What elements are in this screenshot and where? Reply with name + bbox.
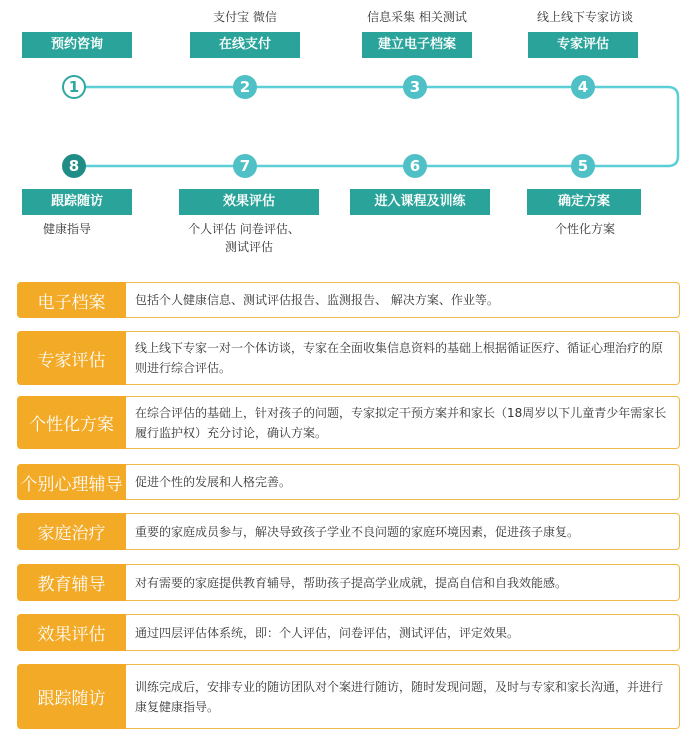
step-3-caption: 信息采集 相关测试 [367, 10, 467, 24]
step-3-label: 建立电子档案 [362, 32, 472, 58]
detail-title: 教育辅导 [17, 564, 126, 601]
step-7-caption-line2: 测试评估 [224, 240, 273, 254]
step-1-number: 1 [62, 75, 86, 99]
step-2-number: 2 [233, 75, 257, 99]
step-5-label: 确定方案 [527, 189, 641, 215]
detail-text: 线上线下专家一对一个体访谈，专家在全面收集信息资料的基础上根据循证医疗、循证心理治疗的原则进行综合评估。 [135, 341, 664, 375]
detail-text: 通过四层评估体系统，即：个人评估，问卷评估，测试评估，评定效果。 [135, 625, 520, 640]
step-5-caption: 个性化方案 [554, 222, 615, 236]
detail-text: 对有需要的家庭提供教育辅导，帮助孩子提高学业成就，提高自信和自我效能感。 [135, 575, 568, 590]
detail-title: 效果评估 [17, 614, 126, 651]
detail-text: 在综合评估的基础上，针对孩子的问题，专家拟定干预方案并和家长（18周岁以下儿童青少年需家长履行监护权）充分讨论，确认方案。 [135, 405, 667, 440]
detail-row-education-tutoring [17, 564, 680, 601]
step-4-label: 专家评估 [528, 32, 638, 58]
detail-text: 包括个人健康信息、测试评估报告、监测报告、 解决方案、作业等。 [135, 293, 499, 307]
detail-title: 家庭治疗 [17, 513, 126, 550]
step-8-number: 8 [62, 154, 86, 178]
step-6-label: 进入课程及训练 [350, 189, 490, 215]
step-8-label: 跟踪随访 [22, 189, 132, 215]
step-5-number: 5 [571, 154, 595, 178]
step-7-caption-line1: 个人评估 问卷评估、 [188, 222, 300, 236]
detail-row-family-therapy [17, 513, 680, 550]
detail-title: 个性化方案 [17, 396, 126, 449]
detail-title: 个别心理辅导 [17, 464, 126, 500]
step-6-number: 6 [403, 154, 427, 178]
detail-row-electronic-file [17, 282, 680, 318]
step-2-caption: 支付宝 微信 [213, 10, 277, 24]
detail-title: 跟踪随访 [17, 664, 126, 729]
step-7-number: 7 [233, 154, 257, 178]
detail-title: 专家评估 [17, 331, 126, 385]
step-4-caption: 线上线下专家访谈 [536, 10, 633, 24]
step-8-caption: 健康指导 [42, 222, 91, 236]
detail-text: 训练完成后，安排专业的随访团队对个案进行随访，随时发现问题，及时与专家和家长沟通，并进行康复健康指导。 [135, 679, 664, 714]
detail-title: 电子档案 [17, 282, 126, 318]
detail-row-individual-counseling [17, 464, 680, 500]
process-flow [0, 0, 693, 262]
detail-row-expert-assessment [17, 331, 680, 385]
step-7-label: 效果评估 [179, 189, 319, 215]
detail-row-personalized-plan [17, 396, 680, 449]
detail-row-effect-evaluation [17, 614, 680, 651]
step-1-label: 预约咨询 [22, 32, 132, 58]
step-3-number: 3 [403, 75, 427, 99]
detail-text: 重要的家庭成员参与，解决导致孩子学业不良问题的家庭环境因素，促进孩子康复。 [135, 524, 580, 539]
detail-text: 促进个性的发展和人格完善。 [135, 475, 292, 489]
detail-row-follow-up [17, 664, 680, 729]
step-4-number: 4 [571, 75, 595, 99]
step-2-label: 在线支付 [190, 32, 300, 58]
